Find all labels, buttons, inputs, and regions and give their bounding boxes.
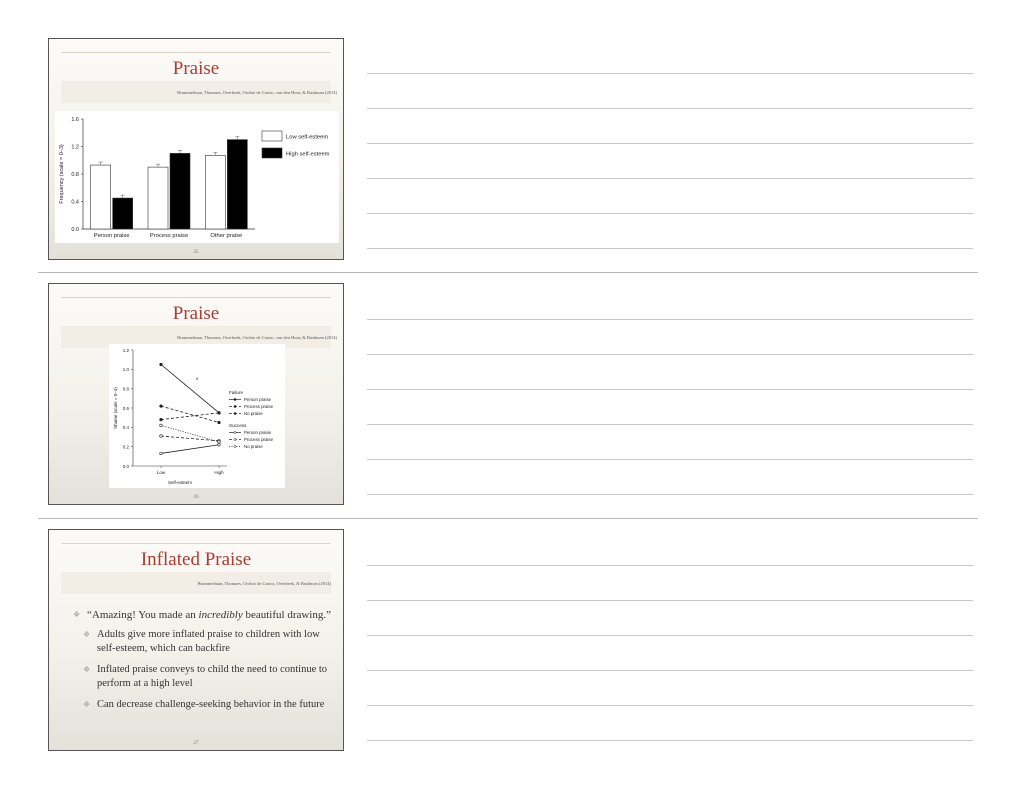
y-tick-label: 0.4 — [122, 425, 129, 431]
x-tick-label: Low — [156, 470, 166, 475]
series-line — [161, 406, 219, 422]
data-point — [160, 363, 163, 366]
note-line — [367, 424, 973, 425]
bullet-item-quote — [73, 608, 335, 622]
data-point — [160, 418, 163, 421]
slide-26 — [48, 283, 344, 505]
y-tick-label: 0.2 — [122, 444, 129, 450]
note-line — [367, 248, 973, 249]
data-point — [160, 424, 163, 427]
legend-label: No praise — [244, 411, 263, 416]
page-number: 26 — [193, 495, 199, 500]
bullet-item — [83, 663, 335, 691]
page-separator — [38, 272, 978, 273]
legend-marker — [234, 438, 236, 440]
legend-marker — [234, 405, 236, 407]
note-line — [367, 635, 973, 636]
legend-label: Process praise — [244, 437, 274, 442]
series-line — [161, 365, 219, 413]
note-line — [367, 670, 973, 671]
y-tick-label: 0.6 — [122, 405, 129, 411]
series-line — [161, 445, 219, 454]
x-tick-label: Person praise — [93, 233, 130, 239]
title-rule — [61, 52, 331, 53]
bar — [227, 140, 247, 229]
slide-25 — [48, 38, 344, 260]
legend-label: Low self-esteem — [286, 134, 329, 141]
bar — [170, 153, 190, 229]
quote-text-after: beautiful drawing.” — [242, 609, 331, 621]
note-line — [367, 73, 973, 74]
bar — [148, 167, 168, 229]
legend-marker — [234, 445, 236, 447]
bullet-text: Adults give more inflated praise to children with low self-esteem, which can backfire — [97, 629, 320, 654]
bullet-text: Can decrease challenge-seeking behavior in the future — [97, 699, 325, 710]
note-line — [367, 459, 973, 460]
note-line — [367, 354, 973, 355]
line-chart — [109, 344, 285, 488]
y-tick-label: 1.2 — [122, 347, 129, 353]
page-number: 25 — [193, 250, 199, 255]
y-tick-label: 1.2 — [71, 144, 79, 151]
y-tick-label: 1.6 — [71, 117, 79, 123]
note-line — [367, 600, 973, 601]
note-line — [367, 565, 973, 566]
citation: Brummelman, Thomaes, Overbeek, Orobio de Castro, van den Hout, & Bushman (2014) — [177, 90, 337, 95]
citation: Brummelman, Thomaes, Orobio de Castro, Overbeek, & Bushman (2014) — [197, 581, 331, 586]
slide-title: Praise — [172, 58, 220, 79]
title-rule — [61, 297, 331, 298]
legend-group-label: Failure — [229, 390, 244, 395]
y-tick-label: 0.0 — [122, 463, 129, 469]
significance-annotation: * — [195, 377, 199, 384]
legend-label: Person praise — [244, 430, 272, 435]
y-tick-label: 1.0 — [122, 367, 129, 373]
bullet-text: Inflated praise conveys to child the need to continue to perform at a high level — [97, 664, 328, 689]
bullet-item — [83, 698, 335, 712]
note-line — [367, 319, 973, 320]
bar — [91, 165, 111, 229]
bar — [205, 155, 225, 229]
note-line — [367, 389, 973, 390]
y-tick-label: 0.4 — [71, 199, 79, 206]
bar-chart — [55, 111, 339, 243]
legend-swatch — [262, 148, 282, 158]
slide-title: Praise — [172, 303, 220, 324]
data-point — [160, 435, 163, 438]
bullet-list — [73, 608, 335, 719]
y-axis-label: Shame (scale = 0–4) — [113, 387, 118, 429]
page-separator — [38, 518, 978, 519]
bullet-item — [83, 628, 335, 656]
series-line — [161, 436, 219, 441]
legend-label: Process praise — [244, 404, 274, 409]
series-line — [161, 413, 219, 420]
y-tick-label: 0.8 — [122, 386, 129, 392]
legend-label: No praise — [244, 444, 263, 449]
legend-group-label: Success — [229, 423, 247, 428]
slide-27 — [48, 529, 344, 751]
quote-text-before: “Amazing! You made an — [87, 609, 199, 621]
series-line — [161, 425, 219, 441]
data-point — [218, 421, 221, 424]
note-line — [367, 178, 973, 179]
note-line — [367, 705, 973, 706]
x-tick-label: Process praise — [149, 233, 189, 239]
y-tick-label: 0.0 — [71, 227, 79, 233]
x-axis-label: Self-esteem — [167, 480, 193, 485]
note-line — [367, 108, 973, 109]
legend-label: High self-esteem — [286, 151, 330, 158]
legend-marker — [234, 398, 236, 400]
bar — [113, 198, 133, 229]
citation: Brummelman, Thomaes, Overbeek, Orobio de Castro, van den Hout, & Bushman (2014) — [177, 335, 337, 340]
x-tick-label: High — [214, 470, 224, 475]
legend-swatch — [262, 131, 282, 141]
bullet-icon: ❖ — [83, 665, 91, 674]
data-point — [218, 412, 221, 415]
y-axis-label: Frequency (scale = 0–3) — [59, 144, 65, 204]
data-point — [160, 452, 163, 455]
note-line — [367, 740, 973, 741]
y-tick-label: 0.8 — [71, 172, 79, 178]
title-rule — [61, 543, 331, 544]
legend-marker — [234, 412, 236, 414]
note-line — [367, 143, 973, 144]
x-tick-label: Other praise — [210, 233, 243, 239]
bullet-icon: ❖ — [83, 630, 91, 639]
quote-text-italic: incredibly — [198, 609, 243, 621]
data-point — [160, 405, 163, 408]
page-number: 27 — [193, 741, 199, 746]
note-line — [367, 494, 973, 495]
slide-title: Inflated Praise — [140, 549, 252, 570]
data-point — [218, 441, 221, 444]
legend-marker — [234, 431, 236, 433]
bar-chart-svg — [55, 111, 339, 243]
legend-label: Person praise — [244, 397, 272, 402]
note-line — [367, 213, 973, 214]
bullet-icon: ❖ — [73, 610, 81, 619]
bullet-icon: ❖ — [83, 700, 91, 709]
line-chart-svg — [109, 344, 285, 488]
data-point — [218, 443, 221, 446]
